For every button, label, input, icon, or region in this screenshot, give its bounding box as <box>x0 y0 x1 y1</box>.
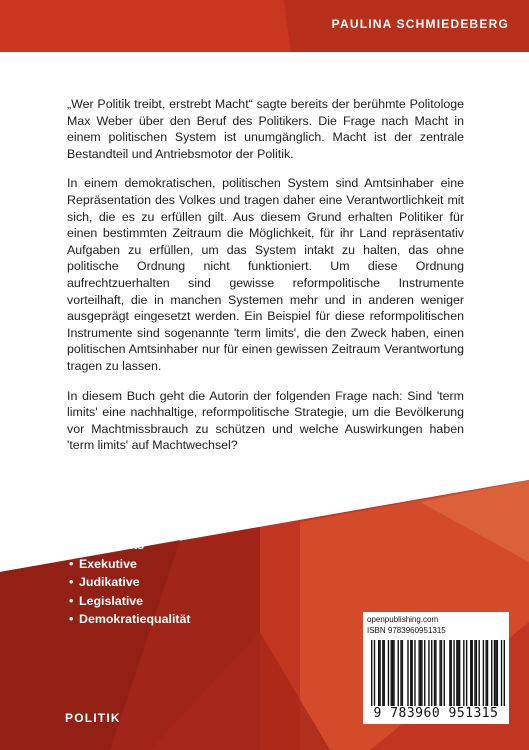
contents-item-legislative <box>65 592 191 611</box>
barcode-bar <box>402 640 403 706</box>
contents-item-term-limits <box>65 536 191 555</box>
bullet-icon: • <box>69 538 74 552</box>
category-label: POLITIK <box>65 711 121 725</box>
barcode-bar <box>435 640 436 706</box>
blurb-paragraph-2: In einem demokratischen, politischen System sind Amtsinhaber eine Repräsentation des Volkes und tragen daher eine Verantwortlichkeit mit sich, die es zu erfüllen gilt. Aus diesem Grund erhalten Politiker für einen bestimmten Zeitraum die Möglichkeit, für ihr Land repräsentativ Aufgaben zu erfüllen, um das System intakt zu halten, das ohne politische Ordnung nicht funktioniert. Um diese Ordnung aufrechtzuerhalten sind gewisse reformpolitische Instrumente vorteilhaft, die in manchen Systemen mehr und in anderen weniger ausgeprägt eingesetzt werden. Ein Beispiel für diese reformpolitischen Instrumente sind sogenannte 'term limits', die den Zweck haben, einen politischen Amtsinhaber nur für einen gewissen Zeitraum Verantwortung tragen zu lassen. <box>67 176 464 373</box>
barcode-bar <box>428 640 429 706</box>
contents-item-exekutive <box>65 555 191 574</box>
barcode-bar <box>485 640 486 706</box>
barcode-bar <box>441 640 442 706</box>
barcode-bar <box>458 640 459 706</box>
barcode-bar <box>470 640 471 706</box>
contents-item-label: Exekutive <box>79 556 137 571</box>
bullet-icon: • <box>69 575 74 589</box>
barcode-bar <box>474 640 475 706</box>
contents-title: Aus dem Inhalt: <box>65 515 158 529</box>
barcode-bar <box>466 640 467 706</box>
contents-item-judikative <box>65 573 191 592</box>
barcode-bar <box>476 640 477 706</box>
barcode-bar <box>495 640 496 706</box>
barcode-bar <box>494 640 495 706</box>
barcode-bar <box>472 640 473 706</box>
contents-item-label: Demokratiequalität <box>79 612 191 626</box>
barcode-bar <box>424 640 425 706</box>
contents-list <box>65 515 191 629</box>
barcode-bar <box>504 640 505 706</box>
barcode-bar <box>382 640 383 706</box>
barcode-bar <box>418 640 419 706</box>
barcode-bar <box>420 640 421 706</box>
bullet-icon: • <box>69 593 74 608</box>
bullet-icon: • <box>69 556 74 571</box>
header-bar <box>0 0 529 52</box>
barcode-bar <box>410 640 411 706</box>
barcode-bar <box>487 640 488 706</box>
barcode-bar <box>388 640 389 706</box>
blurb <box>67 96 464 467</box>
barcode-bar <box>431 640 432 706</box>
barcode-bar <box>414 640 415 706</box>
isbn-digits: 9 783960 951315 <box>373 706 499 721</box>
barcode-bar <box>374 640 375 706</box>
contents-items <box>65 536 191 629</box>
barcode-bar <box>411 640 412 706</box>
barcode-bar <box>459 640 460 706</box>
barcode-bar <box>439 640 440 706</box>
barcode-bar <box>434 640 435 706</box>
barcode-bar <box>491 640 492 706</box>
barcode-bar <box>378 640 379 706</box>
barcode-bar <box>421 640 422 706</box>
barcode-bar <box>497 640 498 706</box>
barcode-bar <box>371 640 372 706</box>
barcode-bar <box>384 640 385 706</box>
barcode-bar <box>483 640 484 706</box>
barcode-bar <box>463 640 464 706</box>
bullet-icon: • <box>69 612 74 626</box>
contents-item-label: Judikative <box>79 575 140 589</box>
blurb-paragraph-1: „Wer Politik treibt, erstrebt Macht“ sagte bereits der berühmte Politologe Max Weber über den Beruf des Politikers. Die Frage nach Macht in einem politischen System ist unumgänglich. Macht ist der zentrale Bestandteil und Antriebsmotor der Politik. <box>67 97 464 161</box>
contents-item-label: Term limits <box>79 538 145 552</box>
barcode-bar <box>392 640 393 706</box>
barcode-block <box>363 612 509 724</box>
barcode-bar <box>391 640 392 706</box>
barcode-icon <box>371 640 505 706</box>
barcode-bar <box>453 640 454 706</box>
publisher-website: openpublishing.com <box>367 615 439 624</box>
barcode-bar <box>379 640 380 706</box>
author-name: PAULINA SCHMIEDEBERG <box>331 17 509 31</box>
barcode-bar <box>456 640 457 706</box>
barcode-bar <box>393 640 394 706</box>
contents-item-label: Legislative <box>79 593 144 608</box>
barcode-bar <box>407 640 408 706</box>
barcode-bar <box>398 640 399 706</box>
barcode-bar <box>444 640 445 706</box>
isbn-label: ISBN 9783960951315 <box>367 626 446 635</box>
barcode-bar <box>478 640 479 706</box>
blurb-paragraph-3: In diesem Buch geht die Autorin der folgenden Frage nach: Sind 'term limits' eine nachhaltige, reformpolitische Strategie, um die Bevölkerung vor Machtmissbrauch zu schützen und welche Auswirkungen haben 'term limits' auf Machtwechsel? <box>67 388 464 453</box>
barcode-bar <box>451 640 452 706</box>
barcode-bar <box>400 640 401 706</box>
barcode-bar <box>501 640 502 706</box>
contents-item-demokratiequalitaet <box>65 610 191 629</box>
barcode-bar <box>449 640 450 706</box>
